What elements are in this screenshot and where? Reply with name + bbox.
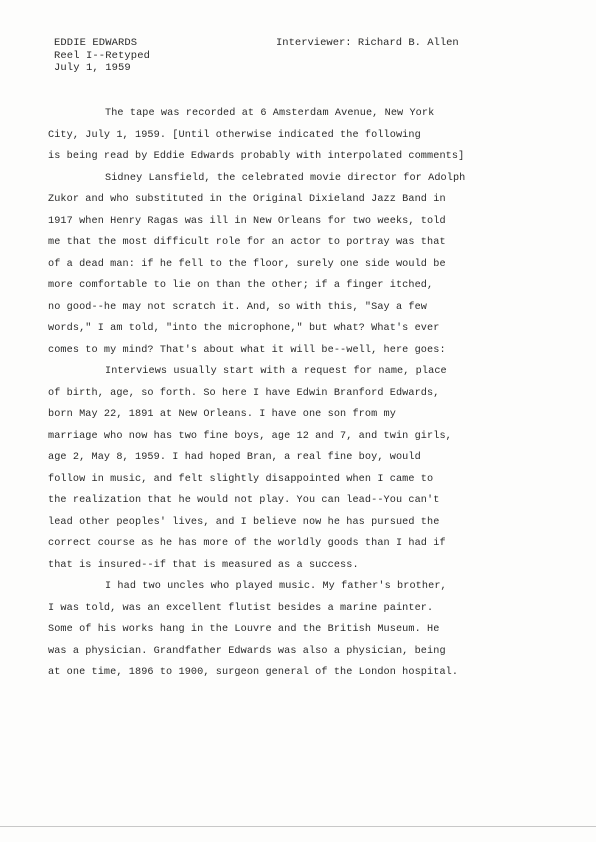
text-line: was a physician. Grandfather Edwards was also a physician, being (48, 645, 446, 657)
text-line: age 2, May 8, 1959. I had hoped Bran, a real fine boy, would (48, 452, 421, 463)
text-line: 1917 when Henry Ragas was ill in New Orleans for two weeks, told (48, 215, 446, 227)
header-identification (54, 37, 150, 75)
text-line: The tape was recorded at 6 Amsterdam Avenue, New York (105, 108, 435, 119)
reel-label: Reel I--Retyped (54, 49, 151, 62)
page-edge-divider (0, 826, 596, 827)
text-line: comes to my mind? That's about what it will be--well, here goes: (48, 344, 446, 356)
paragraph-4 (48, 576, 548, 684)
text-line: correct course as he has more of the worldly goods than I had if (48, 538, 446, 549)
text-line: that is insured--if that is measured as a success. (48, 559, 359, 571)
text-line: of a dead man: if he fell to the floor, surely one side would be (48, 258, 446, 270)
paragraph-1 (48, 103, 548, 168)
text-line: I was told, was an excellent flutist besides a marine painter. (48, 602, 434, 614)
text-line: born May 22, 1891 at New Orleans. I have one son from my (48, 409, 396, 420)
text-line: lead other peoples' lives, and I believe now he has pursued the (48, 516, 440, 528)
text-line: words," I am told, "into the microphone," but what? What's ever (48, 323, 440, 334)
text-line: Some of his works hang in the Louvre and the British Museum. He (48, 624, 440, 635)
text-line: no good--he may not scratch it. And, so with this, "Say a few (48, 301, 428, 313)
interviewer-label: Interviewer: Richard B. Allen (276, 37, 459, 49)
transcript-body (48, 103, 548, 684)
paragraph-2 (48, 168, 548, 362)
text-line: Interviews usually start with a request for name, place (105, 366, 447, 377)
interviewee-name: EDDIE EDWARDS (54, 37, 138, 49)
text-line: City, July 1, 1959. [Until otherwise indicated the following (48, 129, 421, 141)
text-line: me that the most difficult role for an actor to portray was that (48, 237, 446, 248)
text-line: more comfortable to lie on than the other; if a finger itched, (48, 280, 434, 291)
text-line: of birth, age, so forth. So here I have Edwin Branford Edwards, (48, 387, 440, 399)
text-line: at one time, 1896 to 1900, surgeon general of the London hospital. (48, 667, 459, 678)
text-line: is being read by Eddie Edwards probably with interpolated comments] (48, 151, 465, 162)
text-line: the realization that he would not play. You can lead--You can't (48, 495, 440, 506)
text-line: marriage who now has two fine boys, age 12 and 7, and twin girls, (48, 430, 452, 442)
text-line: Zukor and who substituted in the Original Dixieland Jazz Band in (48, 194, 446, 205)
paragraph-3 (48, 361, 548, 576)
text-line: Sidney Lansfield, the celebrated movie director for Adolph (105, 172, 466, 184)
text-line: follow in music, and felt slightly disappointed when I came to (48, 473, 434, 485)
interview-date: July 1, 1959 (54, 62, 131, 74)
text-line: I had two uncles who played music. My father's brother, (105, 581, 447, 592)
